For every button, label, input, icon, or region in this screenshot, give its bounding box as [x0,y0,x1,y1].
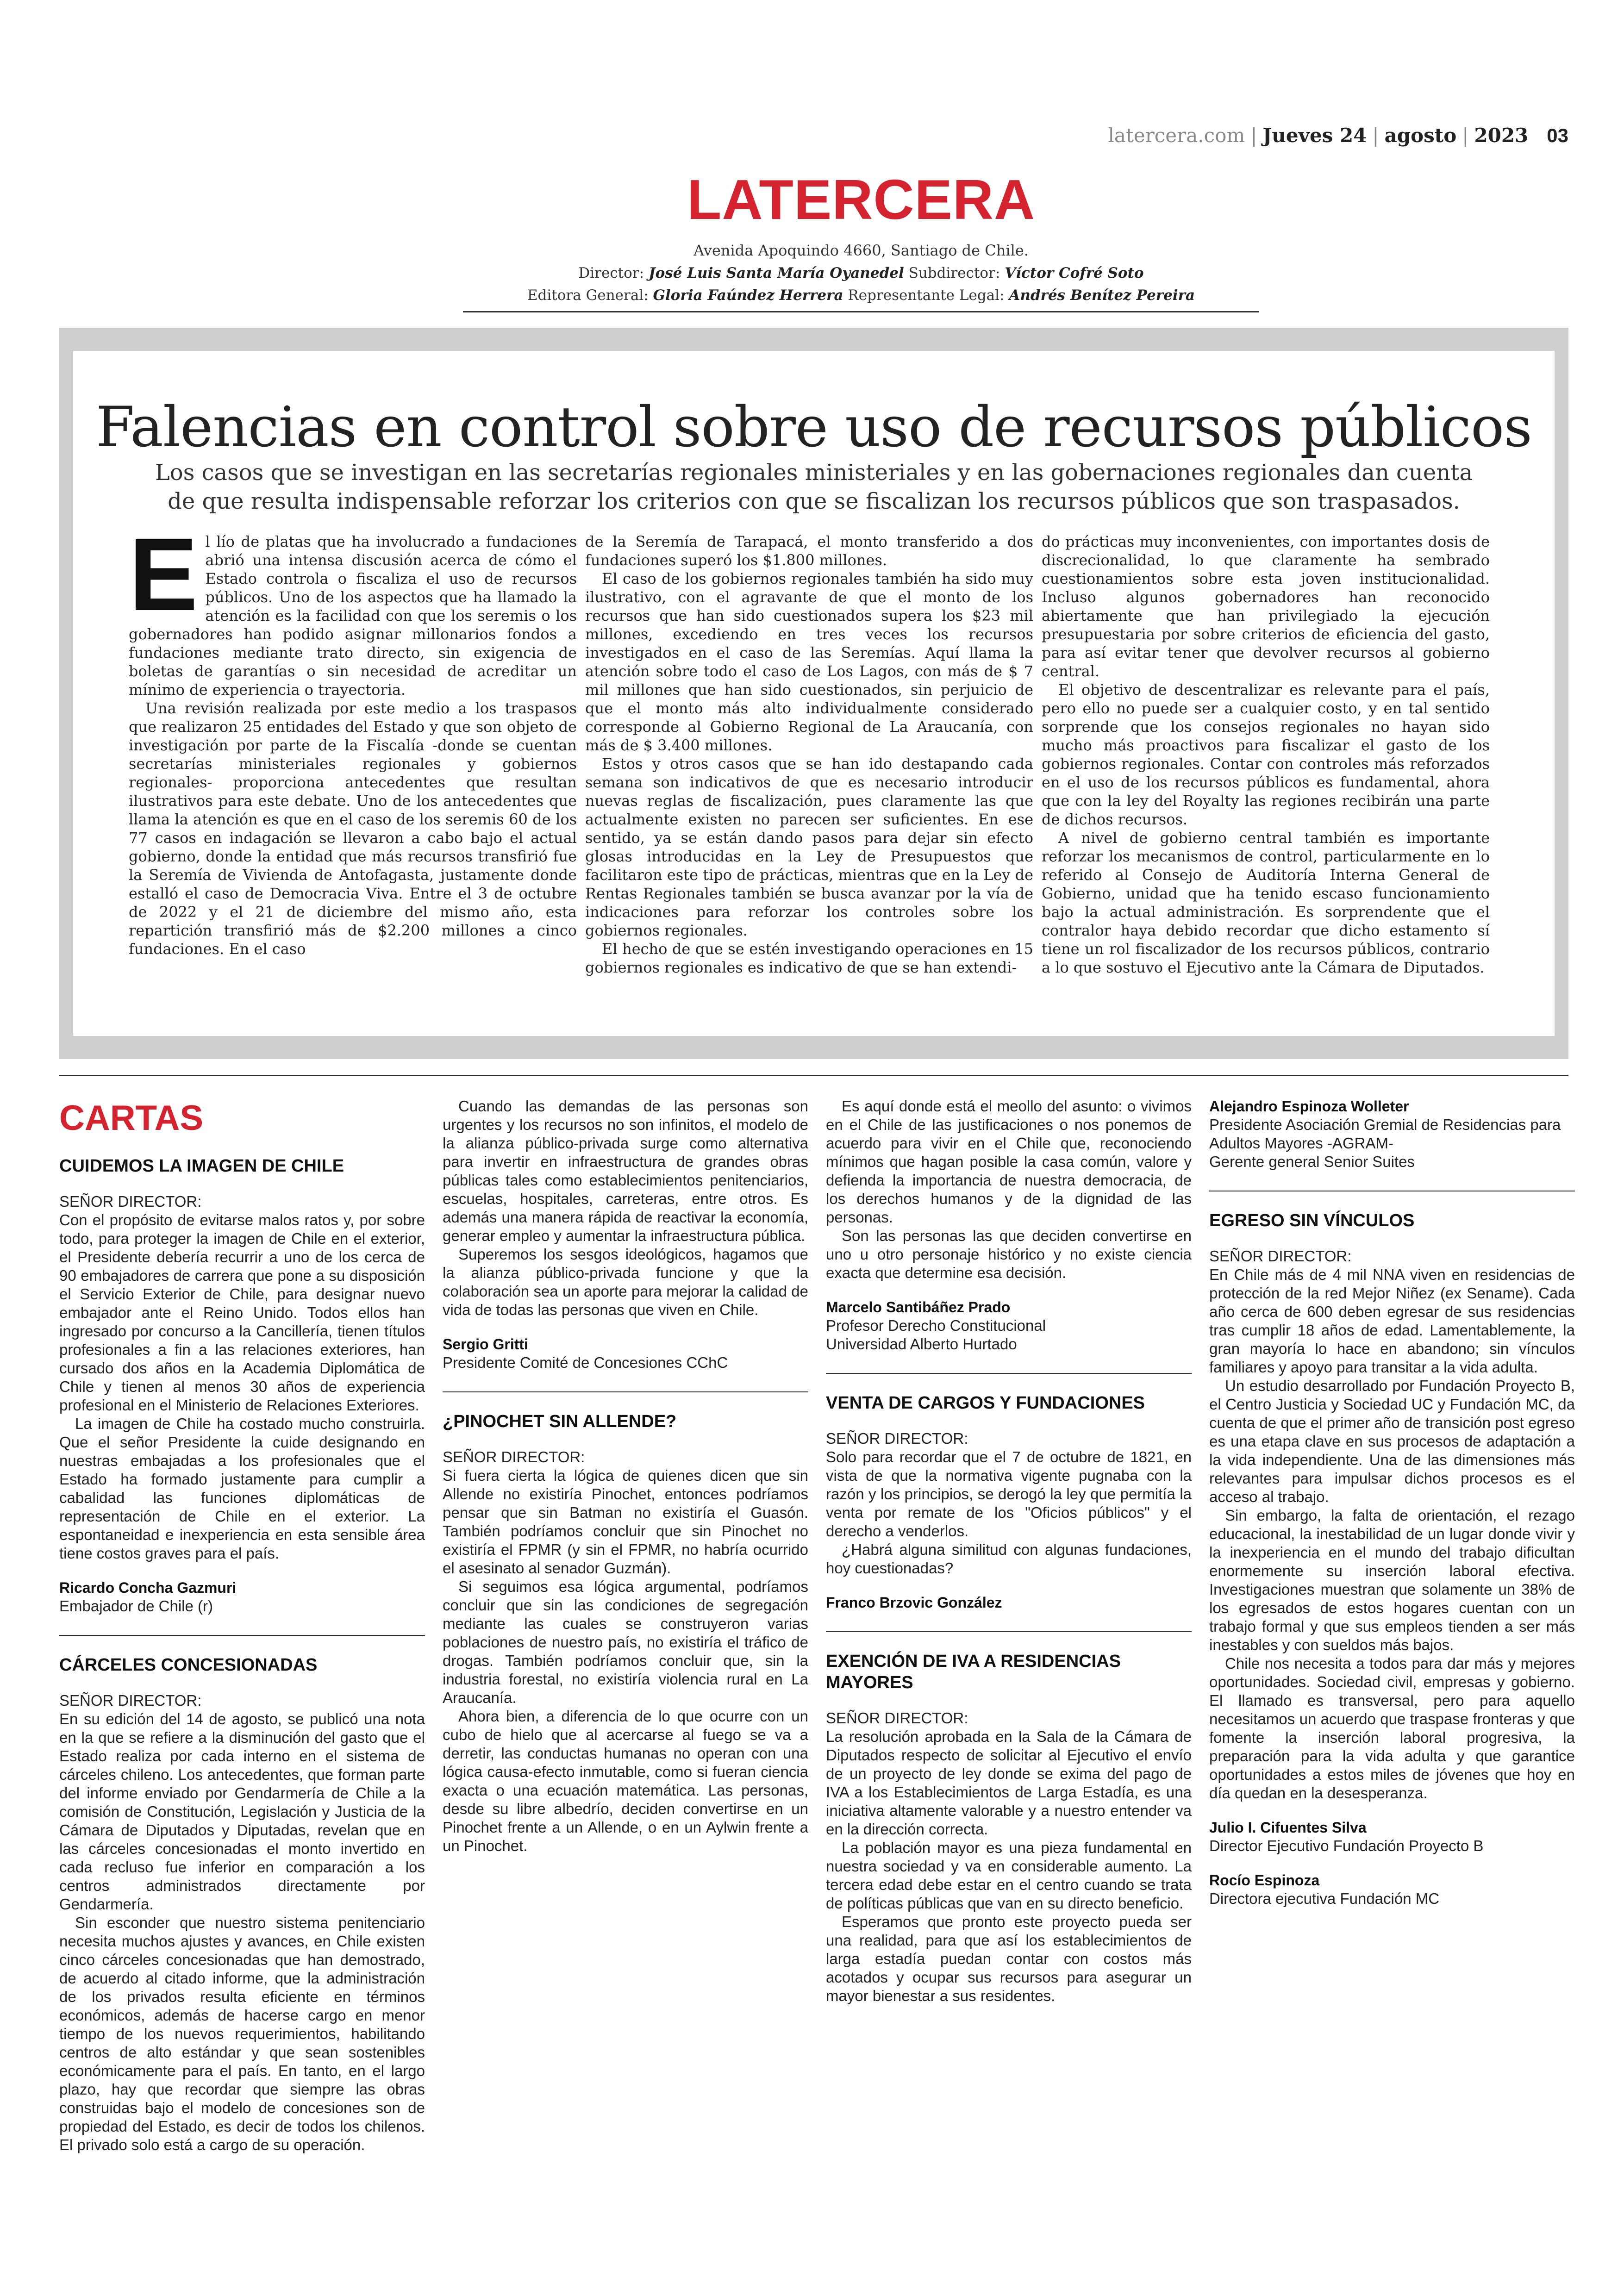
letters-column-3 [826,1097,1192,2264]
header-year: 2023 [1474,124,1529,147]
letter-signer-role: Profesor Derecho Constitucional [826,1317,1046,1334]
letter-divider [59,1635,425,1636]
letter-divider [826,1373,1192,1374]
letter-salutation: SEÑOR DIRECTOR: [826,1709,968,1727]
editorial-column-2 [585,532,1033,1009]
letter-signer-role: Presidente Comité de Concesiones CChC [443,1354,728,1371]
editorial-paragraph: Una revisión realizada por este medio a los traspasos que realizaron 25 entidades del Estado y que son objeto de investigación por parte de la Fiscalía -donde se cuentan secretarías ministeriales regionales y gobiernos regionales- proporciona antecedentes que resultan ilustrativos para este debate. Uno de los antecedentes que llama la atención es que en el caso de los seremis 60 de los 77 casos en indagación se llevaron a cabo bajo el actual gobierno, donde la entidad que más recursos transfirió fue la Seremía de Vivienda de Antofagasta, justamente donde estalló el caso de Democracia Viva. Entre el 3 de octubre de 2022 y el 21 de diciembre del mismo año, esta repartición transfirió más de $2.200 millones a cinco fundaciones. En el caso [129,699,577,958]
letter-title: CÁRCELES CONCESIONADAS [59,1655,318,1675]
editorial-deck: Los casos que se investigan en las secretarías regionales ministeriales y en las gobernaciones regionales dan cuenta de que resulta indispensable reforzar los criterios con que se fiscalizan los recursos públicos que son traspasados. [155,460,1473,514]
letter-signer-role: Universidad Alberto Hurtado [826,1335,1017,1353]
editora-label: Editora General: [527,287,649,304]
letter-paragraph: Si seguimos esa lógica argumental, podríamos concluir que sin las condiciones de segregación mediante las cuales se construyeron varias poblaciones de nuestro país, no existiría el tráfico de drogas. También podríamos concluir que, sin la industria forestal, no existiría violencia rural en La Araucanía. [443,1578,808,1706]
letter-paragraph: Superemos los sesgos ideológicos, hagamos que la alianza público-privada funcione y que la colaboración sea un aporte para mejorar la calidad de vida de todas las personas que viven en Chile. [443,1246,808,1318]
letter-divider [826,1631,1192,1632]
letters-column-2 [443,1097,808,2264]
letter-title: CUIDEMOS LA IMAGEN DE CHILE [59,1156,344,1176]
letters-column-4 [1209,1097,1575,2264]
editorial-paragraph: l lío de platas que ha involucrado a fundaciones abrió una intensa discusión acerca de cómo el Estado controla o fiscaliza el uso de recursos públicos. Uno de los aspectos que ha llamado la atención es la facilidad con que los seremis o los gobernadores han podido asignar millonarios fondos a fundaciones mediante trato directo, sin exigencia de boletas de garantías o sin necesidad de acreditar un mínimo de experiencia o trayectoria. [129,533,577,698]
masthead-address: Avenida Apoquindo 4660, Santiago de Chile. [693,242,1029,259]
letter-paragraph: La imagen de Chile ha costado mucho construirla. Que el señor Presidente la cuide designando en nuestras embajadas a los profesionales que el Estado ha formado justamente para cumplir a cabalidad las funciones diplomáticas de representación de Chile en el exterior. La espontaneidad e inexperiencia en esta sensible área tiene costos graves para el país. [59,1415,425,1562]
letter-salutation: SEÑOR DIRECTOR: [59,1692,202,1709]
letter-signer: Alejandro Espinoza Wolleter [1209,1098,1409,1115]
editorial-column-1 [129,532,577,1009]
representante-label: Representante Legal: [848,287,1005,304]
letter-paragraph: Si fuera cierta la lógica de quienes dicen que sin Allende no existiría Pinochet, entonces podríamos pensar que sin Batman no existiría el Guasón. También podríamos concluir que sin Pinochet no existiría el FPMR (y sin el FPMR, no habría ocurrido el asesinato al senador Guzmán). [443,1467,808,1577]
letter-signer-role: Presidente Asociación Gremial de Residencias para Adultos Mayores -AGRAM- [1209,1116,1561,1152]
page-number: 03 [1547,125,1568,146]
letter-paragraph: La población mayor es una pieza fundamental en nuestra sociedad y va en considerable aumento. La tercera edad debe estar en el centro cuando se trata de políticas públicas que van en su directo beneficio. [826,1839,1192,1912]
letter-paragraph: En Chile más de 4 mil NNA viven en residencias de protección de la red Mejor Niñez (ex Sename). Cada año cerca de 600 deben egresar de sus residencias tras cumplir 18 años de edad. Lamentablemente, la gran mayoría lo hace en abandono; sin vínculos familiares y apoyo para transitar a la vida adulta. [1209,1266,1575,1376]
editorial-paragraph: El hecho de que se estén investigando operaciones en 15 gobiernos regionales es indicativo de que se han extendi- [585,940,1033,976]
letter-signer-role: Directora ejecutiva Fundación MC [1209,1890,1440,1907]
representante-name: Andrés Benítez Pereira [1009,287,1195,304]
cartas-section-title: CARTAS [59,1098,204,1138]
masthead-divider [463,311,1259,312]
editorial-title: Falencias en control sobre uso de recursos públicos [96,395,1532,460]
cartas-divider [59,1075,1568,1076]
director-label: Director: [578,265,644,281]
newspaper-logo: LATERCERA [687,168,1036,231]
letter-paragraph: Sin embargo, la falta de orientación, el rezago educacional, la inestabilidad de un lugar donde vivir y la inexperiencia en el mundo del trabajo dificultan enormemente su inserción laboral efectiva. Investigaciones muestran que solamente un 38% de los egresados de estos hogares cuentan con un trabajo formal y que sus empleos tienden a ser más inestables y con sueldos más bajos. [1209,1507,1575,1653]
editorial-box [59,328,1568,1059]
letter-paragraph: Es aquí donde está el meollo del asunto: o vivimos en el Chile de las justificaciones o nos ponemos de acuerdo para vivir en el Chile que, reconociendo mínimos que hagan posible la casa común, valore y defienda la importancia de nuestra democracia, de los derechos humanos y de la dignidad de las personas. [826,1098,1192,1226]
letter-signer: Franco Brzovic González [826,1594,1002,1611]
editorial-paragraph: de la Seremía de Tarapacá, el monto transferido a dos fundaciones superó los $1.800 millones. [585,533,1033,569]
letter-salutation: SEÑOR DIRECTOR: [826,1430,968,1447]
letter-paragraph: Chile nos necesita a todos para dar más y mejores oportunidades. Sociedad civil, empresas y gobierno. El llamado es transversal, pero para aquello necesitamos un acuerdo que traspase fronteras y que fomente la inserción laboral progresiva, la preparación para la vida adulta y que garantice oportunidades a estos miles de jóvenes que hoy en día quedan en la desesperanza. [1209,1655,1575,1802]
letter-paragraph: Con el propósito de evitarse malos ratos y, por sobre todo, para proteger la imagen de Chile en el exterior, el Presidente debería recurrir a uno de los cerca de 90 embajadores de carrera que pone a su disposición el Servicio Exterior de Chile, para designar nuevo embajador ante el Reino Unido. Todos ellos han ingresado por concurso a la Cancillería, tienen títulos profesionales a fin a las relaciones exteriores, han cursado dos años en la Academia Diplomática de Chile y tienen al menos 30 años de experiencia profesional en el Ministerio de Relaciones Exteriores. [59,1211,425,1414]
letter-paragraph: Solo para recordar que el 7 de octubre de 1821, en vista de que la normativa vigente pugnaba con la razón y los principios, se derogó la ley que permitía la venta por remate de los "Oficios públicos" y el derecho a venderlos. [826,1448,1192,1540]
masthead-directors [463,265,1259,281]
letter-signer-role: Director Ejecutivo Fundación Proyecto B [1209,1837,1484,1854]
letter-salutation: SEÑOR DIRECTOR: [443,1448,585,1466]
editorial-paragraph: Estos y otros casos que se han ido destapando cada semana son indicativos de que es necesario introducir nuevas reglas de fiscalización, pues claramente las que actualmente existen no parecen ser suficientes. En ese sentido, ya se están dando pasos para dejar sin efecto glosas introducidas en la Ley de Presupuestos que facilitaron este tipo de prácticas, mientras que en la Ley de Rentas Regionales también se busca avanzar por la vía de indicaciones para reforzar los controles sobre los gobiernos regionales. [585,755,1033,939]
letter-title: ¿PINOCHET SIN ALLENDE? [443,1412,677,1431]
letter-paragraph: La resolución aprobada en la Sala de la Cámara de Diputados respecto de solicitar al Ejecutivo el envío de un proyecto de ley donde se exima del pago de IVA a los Establecimientos de Larga Estadía, es una iniciativa altamente valorable y a nuestro entender va en la dirección correcta. [826,1728,1192,1838]
letter-paragraph: Cuando las demandas de las personas son urgentes y los recursos no son infinitos, el modelo de la alianza público-privada surge como alternativa para invertir en infraestructura de grandes obras públicas tales como establecimientos penitenciarios, escuelas, hospitales, carreteras, entre otros. Es además una manera rápida de reactivar la economía, generar empleo y aumentar la infraestructura pública. [443,1098,808,1244]
letter-signer-role: Gerente general Senior Suites [1209,1153,1415,1170]
editorial-content [73,351,1555,1036]
header-month: agosto [1384,124,1457,147]
letter-paragraph: ¿Habrá alguna similitud con algunas fundaciones, hoy cuestionadas? [826,1541,1192,1577]
letter-title: EGRESO SIN VÍNCULOS [1209,1211,1415,1230]
letter-paragraph: Un estudio desarrollado por Fundación Proyecto B, el Centro Justicia y Sociedad UC y Fundación MC, da cuenta de que el primer año de transición post egreso es una etapa clave en sus procesos de adaptación a la vida independiente. Una de las dimensiones más relevantes para impulsar dichos procesos es el acceso al trabajo. [1209,1377,1575,1505]
letter-signer: Sergio Gritti [443,1336,528,1353]
editora-name: Gloria Faúndez Herrera [653,287,843,304]
letter-signer: Marcelo Santibáñez Prado [826,1299,1011,1316]
letter-signer-role: Embajador de Chile (r) [59,1597,213,1615]
letter-divider [443,1391,808,1392]
letter-paragraph: Esperamos que pronto este proyecto pueda ser una realidad, para que así los establecimientos de larga estadía puedan contar con costos más acotados y ocupar sus recursos para asegurar un mayor bienestar a sus residentes. [826,1913,1192,2004]
letter-paragraph: Sin esconder que nuestro sistema penitenciario necesita muchos ajustes y avances, en Chile existen cinco cárceles concesionadas que han demostrado, de acuerdo al citado informe, que la administración de los privados resulta eficiente en términos económicos, además de hacerse cargo en menor tiempo de los nuevos requerimientos, habilitando centros de alto estándar y que sean sostenibles económicamente para el país. En tanto, en el largo plazo, hay que recordar que siempre las obras construidas bajo el modelo de concesiones son de propiedad del Estado, es decir de todos los chilenos. El privado solo está a cargo de su operación. [59,1914,425,2153]
page-header: latercera.com | Jueves 24 | agosto | 2023 03 [1108,124,1568,147]
letters-column-1 [59,1097,425,2264]
letter-signer: Ricardo Concha Gazmuri [59,1579,237,1596]
letter-signer: Julio I. Cifuentes Silva [1209,1819,1367,1836]
editorial-column-3 [1042,532,1490,1009]
letter-title: EXENCIÓN DE IVA A RESIDENCIAS MAYORES [826,1652,1121,1692]
director-name: José Luis Santa María Oyanedel [648,265,904,281]
editorial-paragraph: El objetivo de descentralizar es relevante para el país, pero ello no puede ser a cualquier costo, y en tal sentido sorprende que los consejos regionales no hayan sido mucho más proactivos para fiscalizar el gasto de los gobiernos regionales. Contar con controles más reforzados en el uso de los recursos públicos es fundamental, ahora que con la ley del Royalty las regiones recibirán una parte de dichos recursos. [1042,681,1490,828]
letter-salutation: SEÑOR DIRECTOR: [1209,1247,1352,1265]
letter-paragraph: Son las personas las que deciden convertirse en uno u otro personaje histórico y no existe ciencia exacta que determine esa decisión. [826,1227,1192,1281]
editorial-paragraph: do prácticas muy inconvenientes, con importantes dosis de discrecionalidad, lo que claramente ha sembrado cuestionamientos sobre esta joven institucionalidad. Incluso algunos gobernadores han reconocido abiertamente que han privilegiado la ejecución presupuestaria por sobre criterios de eficiencia del gasto, para así evitar tener que devolver recursos al gobierno central. [1042,533,1490,680]
masthead-editors [463,287,1259,304]
editorial-paragraph: A nivel de gobierno central también es importante reforzar los mecanismos de control, particularmente en lo referido al Consejo de Auditoría Interna General de Gobierno, unidad que ha tenido escaso funcionamiento bajo la actual administración. Es sorprendente que el contralor haya debido recordar que dicho estamento sí tiene un rol fiscalizador de los recursos públicos, contrario a lo que sostuvo el Ejecutivo ante la Cámara de Diputados. [1042,829,1490,976]
letter-paragraph: En su edición del 14 de agosto, se publicó una nota en la que se refiere a la disminución del gasto que el Estado realiza por cada interno en el sistema de cárceles chileno. Los antecedentes, que forman parte del informe enviado por Gendarmería de Chile a la comisión de Constitución, Legislación y Justicia de la Cámara de Diputados y Diputadas, revelan que en las cárceles concesionadas el monto invertido en cada recluso fue inferior en comparación a los centros administrados directamente por Gendarmería. [59,1710,425,1913]
subdirector-label: Subdirector: [908,265,1000,281]
site-name: latercera.com [1108,124,1245,147]
letter-salutation: SEÑOR DIRECTOR: [59,1193,202,1210]
letter-signer: Rocío Espinoza [1209,1872,1320,1889]
subdirector-name: Víctor Cofré Soto [1005,265,1144,281]
editorial-paragraph: El caso de los gobiernos regionales también ha sido muy ilustrativo, con el agravante de que el monto de los recursos que han sido cuestionados supera los $23 mil millones, excediendo en tres veces los recursos investigados en el caso de las Seremías. Aquí llama la atención sobre todo el caso de Los Lagos, con más de $ 7 mil millones que han sido cuestionados, sin perjuicio de que el monto más alto individualmente considerado corresponde al Gobierno Regional de La Araucanía, con más de $ 3.400 millones. [585,570,1033,754]
masthead [463,168,1259,304]
letter-paragraph: Ahora bien, a diferencia de lo que ocurre con un cubo de hielo que al acercarse al fuego se va a derretir, las conductas humanas no operan con una lógica causa-efecto inmutable, como si fueran ciencia exacta o una ecuación matemática. Las personas, desde su libre albedrío, deciden convertirse en un Pinochet frente a un Allende, o en un Aylwin frente a un Pinochet. [443,1708,808,1854]
letter-title: VENTA DE CARGOS Y FUNDACIONES [826,1393,1145,1413]
drop-cap: E [129,532,198,632]
header-weekday: Jueves 24 [1262,124,1367,147]
